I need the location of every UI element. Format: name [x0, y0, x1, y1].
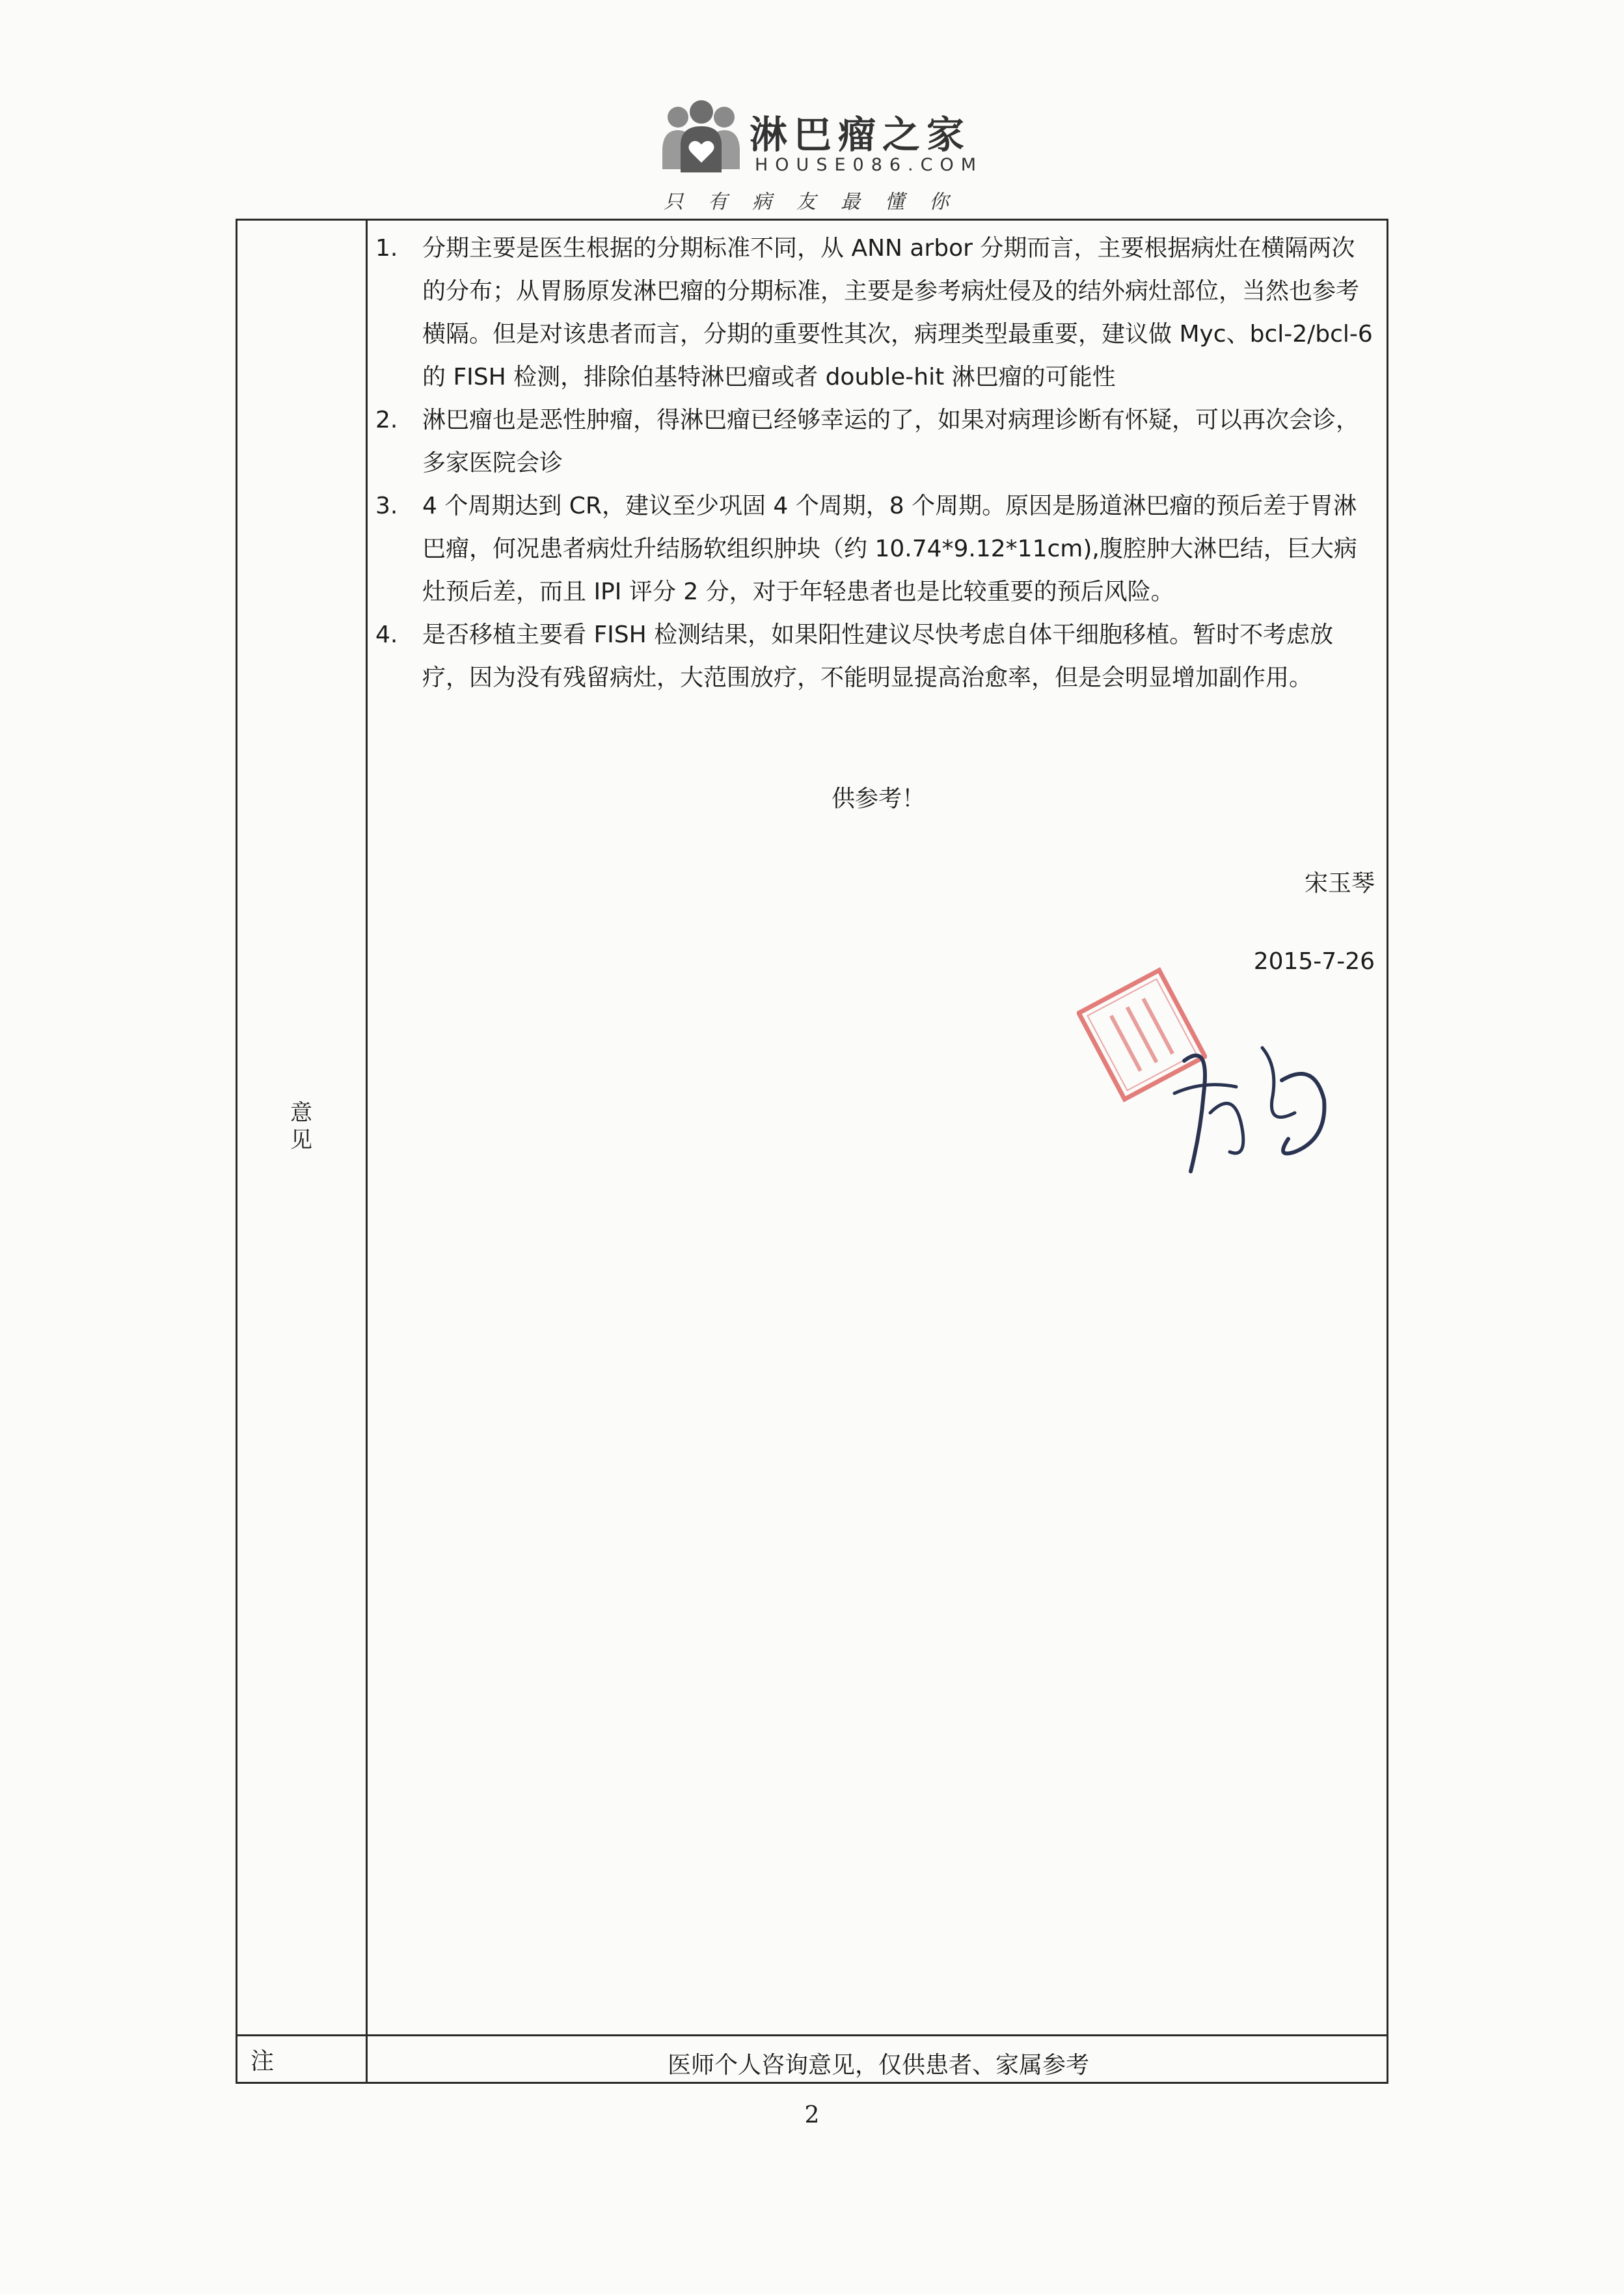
row-divider: [237, 2034, 1387, 2036]
opinion-label: 意见: [290, 1100, 312, 1153]
item-number: 2.: [375, 407, 398, 433]
column-divider: [366, 221, 368, 2082]
item-number: 1.: [375, 235, 398, 262]
item-text: 是否移植主要看 FISH 检测结果，如果阳性建议尽快考虑自体干细胞移植。暂时不考虑放疗，因为没有残留病灶，大范围放疗，不能明显提高治愈率，但是会明显增加副作用。: [422, 621, 1334, 691]
item-number: 4.: [375, 621, 398, 648]
item-text: 4 个周期达到 CR，建议至少巩固 4 个周期，8 个周期。原因是肠道淋巴瘤的预后差于胃淋巴瘤，何况患者病灶升结肠软组织肿块（约 10.74*9.12*11cm),腹腔肿大淋巴结，巨大病灶预后差，而且 IPI 评分 2 分，对于年轻患者也是比较重要的预后风险。: [422, 493, 1357, 605]
page-header: [0, 91, 1624, 221]
logo-people-heart-icon: [657, 98, 745, 176]
signer-name: 宋玉琴: [1304, 870, 1375, 897]
item-text: 淋巴瘤也是恶性肿瘤，得淋巴瘤已经够幸运的了，如果对病理诊断有怀疑，可以再次会诊，多家医院会诊: [422, 407, 1360, 476]
item-number: 3.: [375, 493, 398, 519]
item-text: 分期主要是医生根据的分期标准不同，从 ANN arbor 分期而言，主要根据病灶在横隔两次的分布；从胃肠原发淋巴瘤的分期标准，主要是参考病灶侵及的结外病灶部位，当然也参考横隔。但是对该患者而言，分期的重要性其次，病理类型最重要，建议做 Myc、bcl-2/bcl-6 的 FISH 检测，排除伯基特淋巴瘤或者 double-hit 淋巴瘤的可能性: [422, 235, 1373, 390]
note-label: 注: [250, 2048, 275, 2075]
note-text: 医师个人咨询意见，仅供患者、家属参考: [667, 2052, 1089, 2079]
handwritten-signature: [1165, 1022, 1347, 1191]
signature-date: 2015-7-26: [1253, 948, 1375, 975]
logo-url: HOUSE086.COM: [755, 155, 984, 175]
for-reference-text: 供参考！: [831, 785, 925, 812]
logo-slogan: 只有病友最懂你: [664, 191, 973, 213]
logo-name: 淋巴瘤之家: [750, 113, 971, 157]
page-number: 2: [804, 2102, 820, 2129]
